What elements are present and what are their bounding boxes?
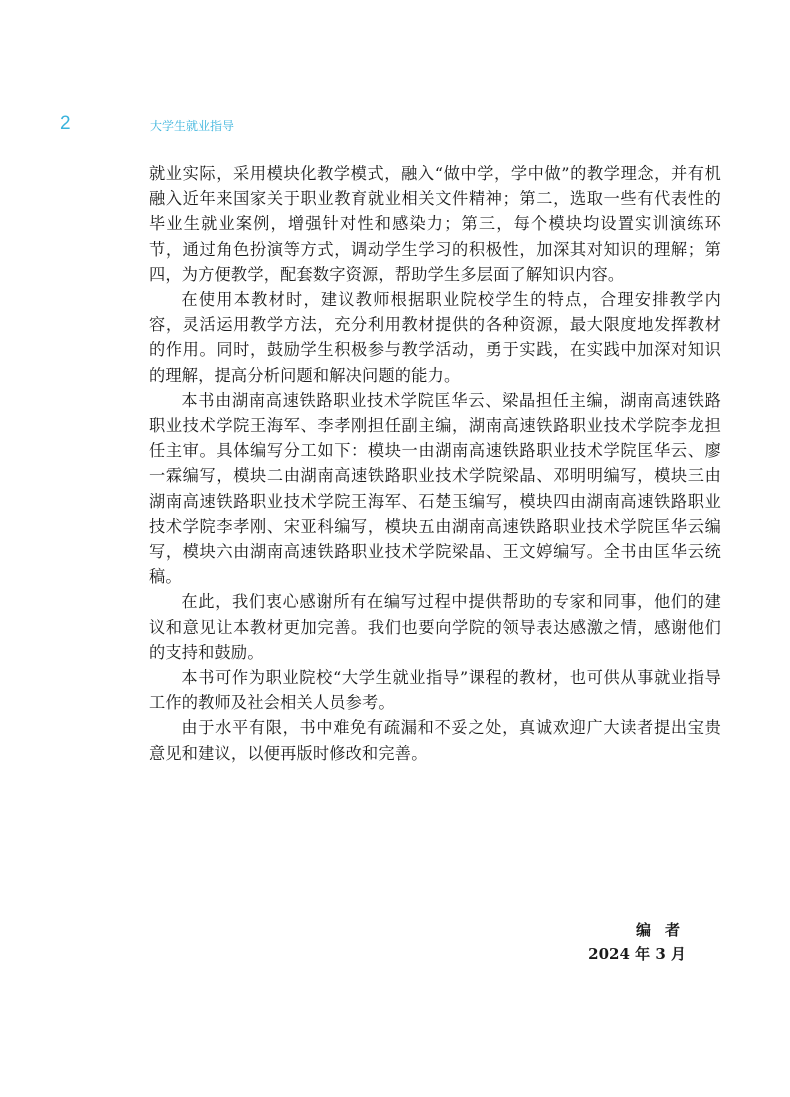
paragraph-audience: 本书可作为职业院校“大学生就业指导”课程的教材，也可供从事就业指导工作的教师及社会相关人员参考。: [149, 668, 721, 713]
paragraph-feedback: 由于水平有限，书中难免有疏漏和不妥之处，真诚欢迎广大读者提出宝贵意见和建议，以便再版时修改和完善。: [149, 718, 721, 763]
paragraph-acknowledgements: 在此，我们衷心感谢所有在编写过程中提供帮助的专家和同事，他们的建议和意见让本教材更加完善。我们也要向学院的领导表达感激之情，感谢他们的支持和鼓励。: [149, 592, 721, 662]
signature-block: [588, 918, 694, 966]
signature-date: 2024 年 3 月: [588, 945, 686, 963]
page-number: 2: [60, 113, 71, 134]
signature-author: 编者: [635, 921, 694, 939]
running-title: 大学生就业指导: [150, 119, 235, 133]
paragraph-continuation: 就业实际，采用模块化教学模式，融入“做中学，学中做”的教学理念，并有机融入近年来国家关于职业教育就业相关文件精神；第二，选取一些有代表性的毕业生就业案例，增强针对性和感染力；第三，每个模块均设置实训演练环节，通过角色扮演等方式，调动学生学习的积极性，加深其对知识的理解；第四，为方便教学，配套数字资源，帮助学生多层面了解知识内容。: [149, 164, 721, 284]
paragraph-usage-advice: 在使用本教材时，建议教师根据职业院校学生的特点，合理安排教学内容，灵活运用教学方法，充分利用教材提供的各种资源，最大限度地发挥教材的作用。同时，鼓励学生积极参与教学活动，勇于实践，在实践中加深对知识的理解，提高分析问题和解决问题的能力。: [149, 290, 721, 385]
preface-body: [149, 161, 721, 766]
paragraph-authors: 本书由湖南高速铁路职业技术学院匡华云、梁晶担任主编，湖南高速铁路职业技术学院王海军、李孝刚担任副主编，湖南高速铁路职业技术学院李龙担任主审。具体编写分工如下：模块一由湖南高速铁路职业技术学院匡华云、廖一霖编写，模块二由湖南高速铁路职业技术学院梁晶、邓明明编写，模块三由湖南高速铁路职业技术学院王海军、石楚玉编写，模块四由湖南高速铁路职业技术学院李孝刚、宋亚科编写，模块五由湖南高速铁路职业技术学院匡华云编写，模块六由湖南高速铁路职业技术学院梁晶、王文婷编写。全书由匡华云统稿。: [149, 390, 721, 587]
